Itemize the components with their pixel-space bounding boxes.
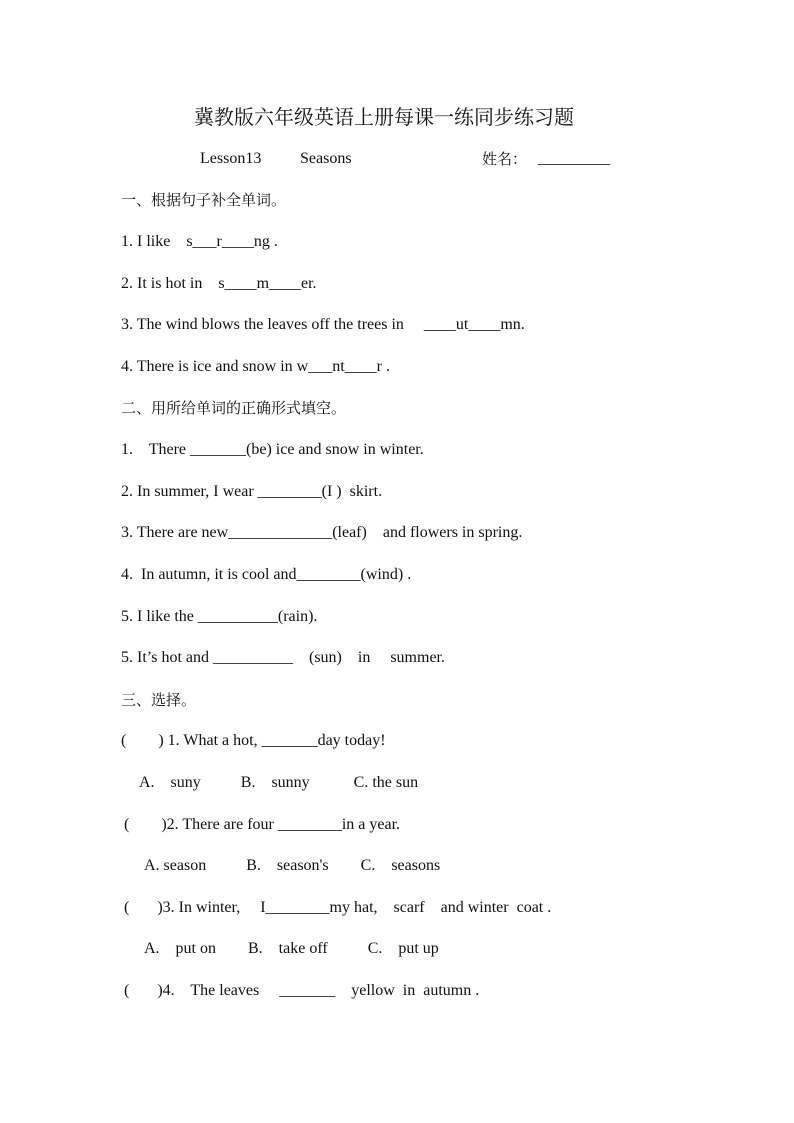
section-1-heading: 一、根据句子补全单词。 xyxy=(121,191,287,209)
lesson-topic: Seasons xyxy=(300,150,352,167)
question-options: A. season B. season's C. seasons xyxy=(144,857,441,874)
question-stem: ( )3. In winter, I________my hat, scarf and winter coat . xyxy=(124,899,552,916)
section-2-item: 4. In autumn, it is cool and________(wind) . xyxy=(121,566,412,583)
section-1-item: 4. There is ice and snow in w___nt____r . xyxy=(121,358,390,375)
question-stem: ( )4. The leaves _______ yellow in autumn . xyxy=(124,982,480,999)
question-options: A. suny B. sunny C. the sun xyxy=(139,774,419,791)
section-2-heading: 二、用所给单词的正确形式填空。 xyxy=(121,399,347,417)
section-2-item: 2. In summer, I wear ________(I ) skirt. xyxy=(121,483,383,500)
section-2-item: 5. It’s hot and __________ (sun) in summer. xyxy=(121,649,445,666)
section-2-item: 1. There _______(be) ice and snow in winter. xyxy=(121,441,424,458)
name-blank: _________ xyxy=(538,150,610,167)
question-stem: ( )2. There are four ________in a year. xyxy=(124,816,401,833)
section-1-item: 1. I like s___r____ng . xyxy=(121,233,278,250)
page-title: 冀教版六年级英语上册每课一练同步练习题 xyxy=(194,107,574,129)
section-3-heading: 三、选择。 xyxy=(121,691,197,709)
question-stem: ( ) 1. What a hot, _______day today! xyxy=(121,732,386,749)
question-options: A. put on B. take off C. put up xyxy=(144,940,439,957)
section-2-item: 3. There are new_____________(leaf) and flowers in spring. xyxy=(121,524,523,541)
section-1-item: 2. It is hot in s____m____er. xyxy=(121,275,317,292)
section-2-item: 5. I like the __________(rain). xyxy=(121,608,318,625)
section-1-item: 3. The wind blows the leaves off the trees in ____ut____mn. xyxy=(121,316,525,333)
name-label: 姓名： xyxy=(482,150,528,168)
lesson-number: Lesson13 xyxy=(200,150,262,167)
